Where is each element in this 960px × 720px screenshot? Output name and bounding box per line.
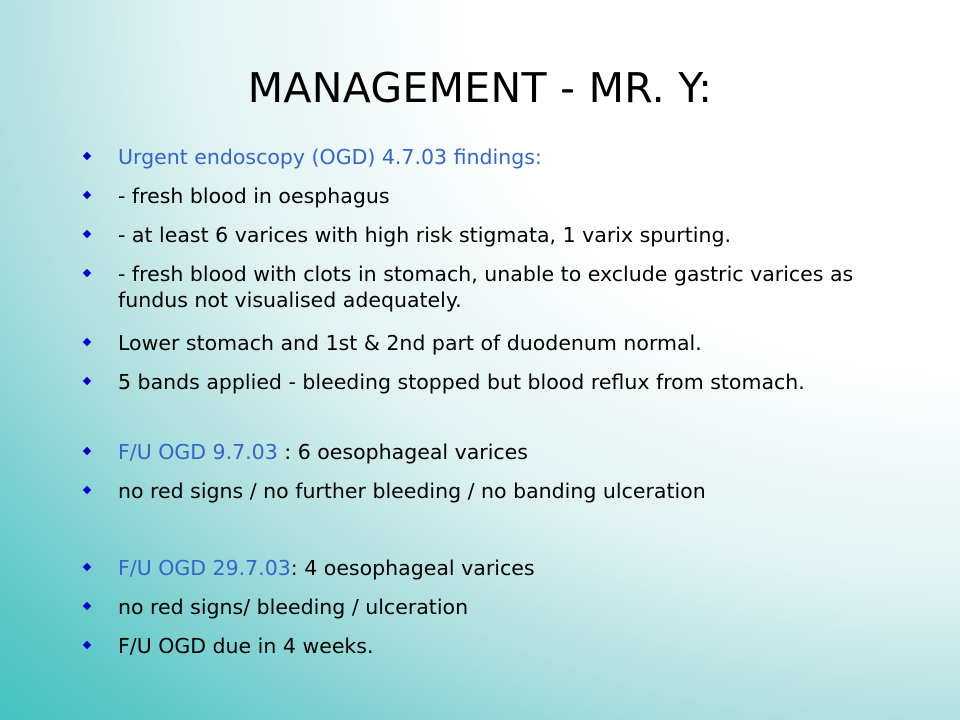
diamond-bullet-icon (83, 152, 91, 160)
bullet-body: no red signs/ bleeding / ulceration (118, 595, 469, 619)
diamond-bullet-icon (83, 230, 91, 238)
bullet-item (80, 222, 880, 248)
slide-title: MANAGEMENT - MR. Y: (247, 64, 713, 112)
diamond-bullet-icon (83, 563, 91, 571)
bullet-body: - at least 6 varices with high risk stigmata, 1 varix spurting. (118, 223, 731, 247)
bullet-item (80, 439, 880, 465)
bullet-text (118, 555, 880, 581)
bullet-highlight: F/U OGD 29.7.03 (118, 556, 291, 580)
bullet-item (80, 369, 880, 395)
bullet-text (118, 633, 880, 659)
diamond-bullet-icon (83, 641, 91, 649)
bullet-item (80, 594, 880, 620)
bullet-body: : 6 oesophageal varices (284, 440, 528, 464)
bullet-body: - fresh blood with clots in stomach, unable to exclude gastric varices as fundus not visualised adequately. (118, 262, 854, 312)
bullet-text (118, 439, 880, 465)
diamond-bullet-icon (83, 269, 91, 277)
bullet-highlight: Urgent endoscopy (OGD) 4.7.03 findings: (118, 145, 542, 169)
bullet-text (118, 183, 880, 209)
bullet-text (118, 330, 880, 356)
diamond-bullet-icon (83, 602, 91, 610)
diamond-bullet-icon (83, 338, 91, 346)
bullet-body: : 4 oesophageal varices (290, 556, 535, 580)
diamond-bullet-icon (83, 377, 91, 385)
diamond-bullet-icon (83, 447, 91, 455)
bullet-item (80, 144, 880, 170)
bullet-text (118, 478, 880, 504)
bullet-item (80, 183, 880, 209)
bullet-item (80, 555, 880, 581)
bullet-item (80, 478, 880, 504)
bullet-text (118, 261, 880, 313)
bullet-text (118, 144, 880, 170)
bullet-text (118, 369, 880, 395)
bullet-item (80, 633, 880, 659)
bullet-body: 5 bands applied - bleeding stopped but blood reflux from stomach. (118, 370, 805, 394)
bullet-body: - fresh blood in oesphagus (118, 184, 390, 208)
diamond-bullet-icon (83, 191, 91, 199)
bullet-text (118, 222, 880, 248)
bullet-highlight: F/U OGD 9.7.03 (118, 440, 285, 464)
bullet-body: F/U OGD due in 4 weeks. (118, 634, 374, 658)
bullet-body: no red signs / no further bleeding / no banding ulceration (118, 479, 706, 503)
diamond-bullet-icon (83, 486, 91, 494)
bullet-text (118, 594, 880, 620)
bullet-body: Lower stomach and 1st & 2nd part of duodenum normal. (118, 331, 702, 355)
bullet-item (80, 261, 880, 313)
bullet-item (80, 330, 880, 356)
